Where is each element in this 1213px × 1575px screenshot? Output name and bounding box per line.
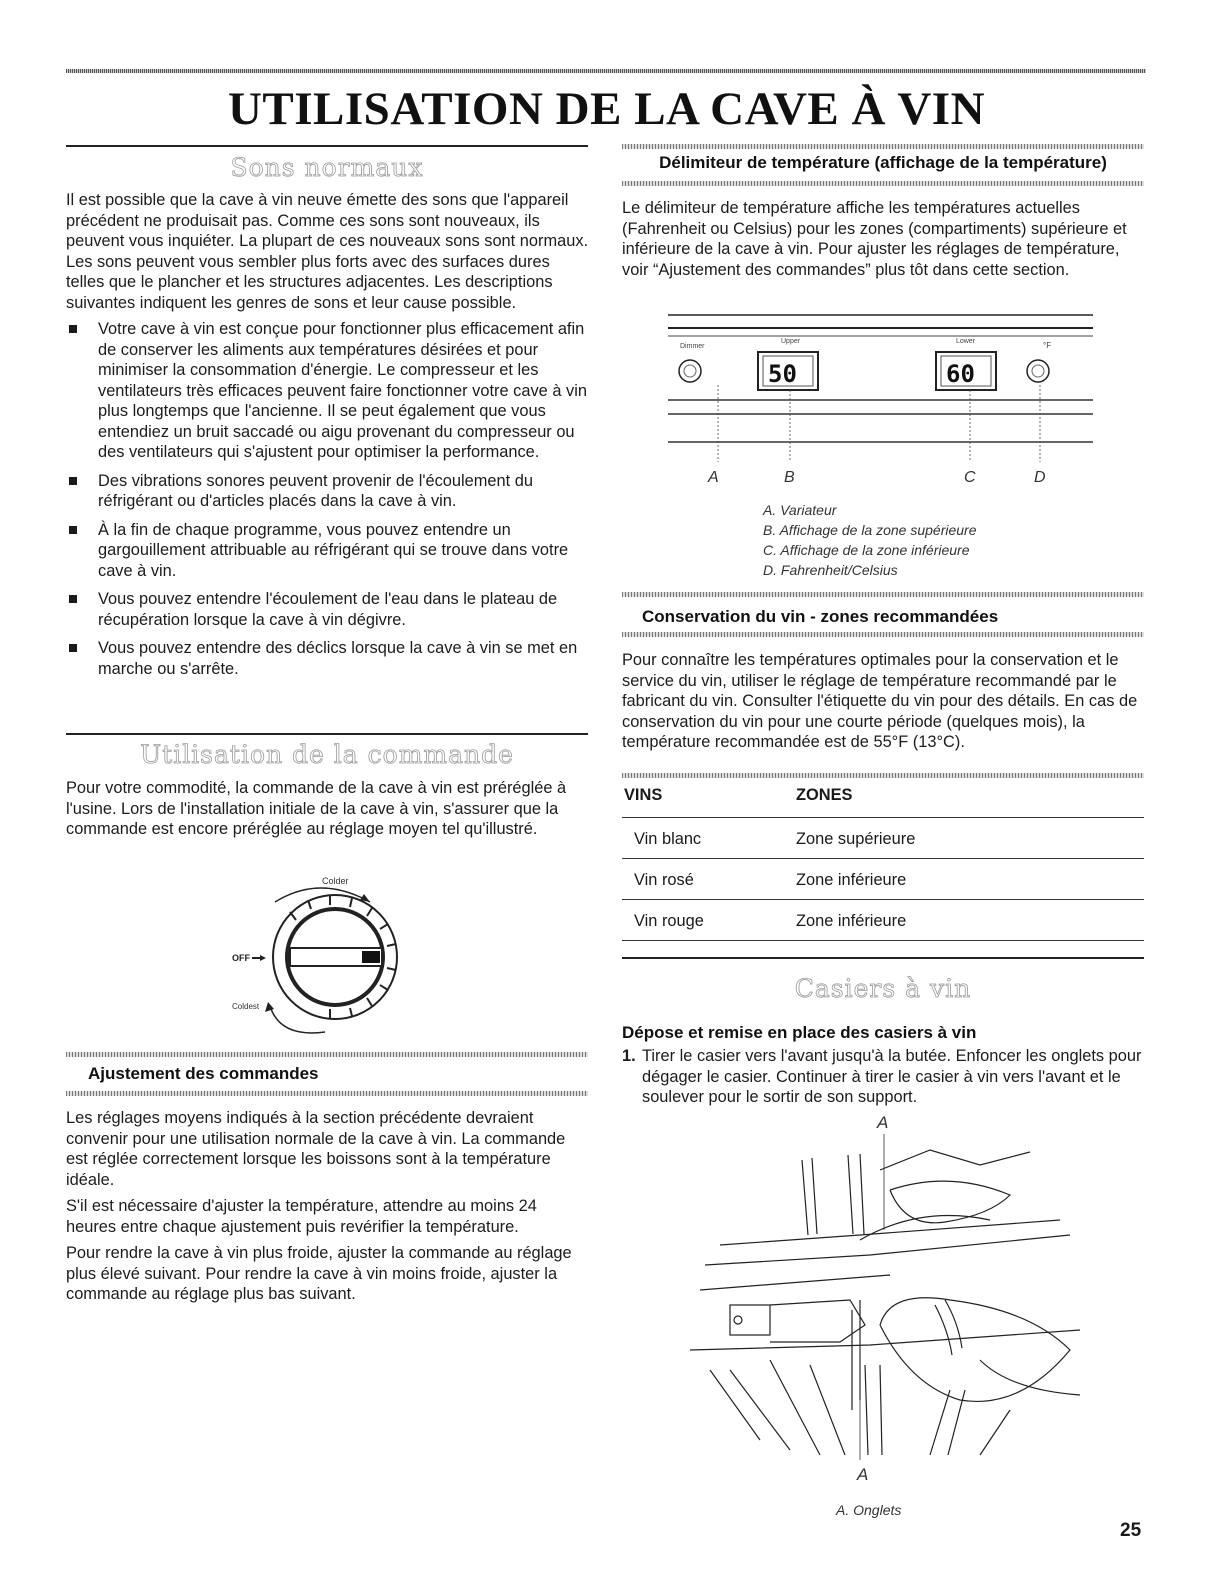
conservation-heading: Conservation du vin - zones recommandées bbox=[642, 607, 999, 626]
table-header-row bbox=[622, 786, 1144, 818]
lower-display-value: 60 bbox=[946, 360, 975, 388]
adjust-heading: Ajustement des commandes bbox=[88, 1064, 319, 1083]
limiter-heading: Délimiteur de température (affichage de la température) bbox=[659, 153, 1107, 172]
list-item: Des vibrations sonores peuvent provenir de l'écoulement du réfrigérant ou d'articles placés dans la cave à vin. bbox=[66, 471, 592, 512]
hatched-rule bbox=[622, 632, 1144, 637]
list-item: Votre cave à vin est conçue pour fonctionner plus efficacement afin de conserver les aliments aux températures désirées et pour minimiser la consommation d'énergie. Le compresseur et les ventilateurs très efficaces peuvent faire fonctionner votre cave à vin plus longtemps que l'ancienne. Il se peut également que vous entendiez un bruit saccadé ou aigu provenant du compresseur ou des ventilateurs qui s'ajustent pour optimiser la performance. bbox=[66, 319, 592, 463]
legend-item: B. Affichage de la zone supérieure bbox=[763, 522, 977, 538]
hatched-rule bbox=[622, 144, 1144, 149]
control-dial-illustration bbox=[230, 862, 430, 1042]
step-number: 1. bbox=[622, 1047, 636, 1065]
callout-c: C bbox=[964, 469, 976, 486]
upper-label: Upper bbox=[781, 338, 801, 345]
coldest-label: Coldest bbox=[232, 1002, 260, 1011]
top-rule bbox=[66, 69, 1146, 73]
table-row bbox=[622, 818, 1144, 859]
table-cell: Vin blanc bbox=[622, 818, 794, 859]
lower-label: Lower bbox=[956, 338, 976, 345]
table-row bbox=[622, 859, 1144, 900]
unit-label: °F bbox=[1043, 341, 1052, 350]
sounds-intro: Il est possible que la cave à vin neuve émette des sons que l'appareil précédent ne produisait pas. Comme ces sons sont nouveaux, ils peuvent vous inquiéter. La plupart de ces nouveaux sons sont normaux. Les sons peuvent vous sembler plus forts avec des surfaces dures telles que le plancher et les structures adjacentes. Les descriptions suivantes indiquent les genres de sons et leur cause possible. bbox=[66, 191, 589, 312]
step-text: Tirer le casier vers l'avant jusqu'à la butée. Enfoncer les onglets pour dégager le casier. Continuer à tirer le casier à vin vers l'avant et le soulever pour le sortir de son support. bbox=[642, 1047, 1142, 1106]
list-item: À la fin de chaque programme, vous pouvez entendre un gargouillement attribuable au réfrigérant qui se trouve dans votre cave à vin. bbox=[66, 520, 592, 582]
legend-item: D. Fahrenheit/Celsius bbox=[763, 562, 898, 578]
hatched-rule bbox=[622, 181, 1144, 186]
callout-d: D bbox=[1034, 469, 1046, 486]
section-rule bbox=[66, 733, 588, 735]
callout-b: B bbox=[784, 469, 795, 486]
adjust-paragraph: Pour rendre la cave à vin plus froide, ajuster la commande au réglage plus élevé suivant. Pour rendre la cave à vin moins froide, ajuster la commande au réglage plus bas suivant. bbox=[66, 1244, 572, 1303]
list-item: Vous pouvez entendre l'écoulement de l'eau dans le plateau de récupération lorsque la cave à vin dégivre. bbox=[66, 589, 592, 630]
rack-removal-illustration bbox=[690, 1110, 1090, 1500]
limiter-legend bbox=[763, 500, 1103, 580]
legend-item: A. Variateur bbox=[763, 502, 837, 518]
upper-display-value: 50 bbox=[768, 360, 797, 388]
temperature-display-illustration bbox=[668, 310, 1098, 490]
table-row bbox=[622, 900, 1144, 941]
adjust-paragraph: Les réglages moyens indiqués à la section précédente devraient convenir pour une utilisation normale de la cave à vin. La commande est réglée correctement lorsque les boissons sont à la température idéale. bbox=[66, 1109, 566, 1189]
list-item: Vous pouvez entendre des déclics lorsque la cave à vin se met en marche ou s'arrête. bbox=[66, 638, 592, 679]
hatched-rule bbox=[622, 592, 1144, 597]
page-number: 25 bbox=[1120, 1520, 1142, 1541]
wine-zones-table bbox=[622, 786, 1144, 941]
racks-step bbox=[622, 1046, 1146, 1108]
conservation-text: Pour connaître les températures optimales pour la conservation et le service du vin, utiliser le réglage de température recommandé par le fabricant du vin. Consulter l'étiquette du vin pour des détails. En cas de conservation du vin pour une courte période (quelques mois), la température recommandée est de 55°F (13°C). bbox=[622, 651, 1138, 751]
dimmer-label: Dimmer bbox=[680, 343, 705, 350]
racks-subheading: Dépose et remise en place des casiers à vin bbox=[622, 1023, 977, 1042]
adjust-paragraph: S'il est nécessaire d'ajuster la température, attendre au moins 24 heures entre chaque ajustement puis revérifier la température. bbox=[66, 1197, 537, 1236]
control-heading: Utilisation de la commande bbox=[140, 740, 514, 769]
legend-item: C. Affichage de la zone inférieure bbox=[763, 542, 970, 558]
colder-label: Colder bbox=[322, 876, 349, 886]
callout-a-bottom: A bbox=[857, 1465, 869, 1484]
adjust-section bbox=[66, 1108, 590, 1311]
racks-caption: A. Onglets bbox=[836, 1502, 902, 1518]
sounds-heading: Sons normaux bbox=[230, 153, 424, 182]
section-rule bbox=[66, 145, 588, 147]
hatched-rule bbox=[66, 1052, 588, 1057]
section-rule bbox=[622, 957, 1144, 959]
page-title: UTILISATION DE LA CAVE À VIN bbox=[227, 83, 986, 135]
hatched-rule bbox=[622, 773, 1144, 778]
racks-heading: Casiers à vin bbox=[794, 974, 972, 1003]
header-cell-wines: VINS bbox=[622, 786, 794, 818]
control-text: Pour votre commodité, la commande de la cave à vin est préréglée à l'usine. Lors de l'installation initiale de la cave à vin, s'assurer que la commande est encore préréglée au réglage moyen tel qu'illustré. bbox=[66, 779, 567, 838]
callout-a: A bbox=[708, 469, 719, 486]
table-cell: Zone inférieure bbox=[794, 859, 1144, 900]
sounds-list bbox=[66, 319, 592, 679]
table-cell: Vin rouge bbox=[622, 900, 794, 941]
sounds-section bbox=[66, 190, 592, 687]
hatched-rule bbox=[66, 1091, 588, 1096]
callout-a-top: A bbox=[877, 1113, 889, 1132]
limiter-text: Le délimiteur de température affiche les températures actuelles (Fahrenheit ou Celsius) pour les zones (compartiments) supérieure et inférieure de la cave à vin. Pour ajuster les réglages de température, voir “Ajustement des commandes” plus tôt dans cette section. bbox=[622, 199, 1127, 279]
table-cell: Vin rosé bbox=[622, 859, 794, 900]
table-cell: Zone supérieure bbox=[794, 818, 1144, 859]
header-cell-zones: ZONES bbox=[794, 786, 1144, 818]
off-label: OFF bbox=[232, 953, 250, 963]
table-cell: Zone inférieure bbox=[794, 900, 1144, 941]
